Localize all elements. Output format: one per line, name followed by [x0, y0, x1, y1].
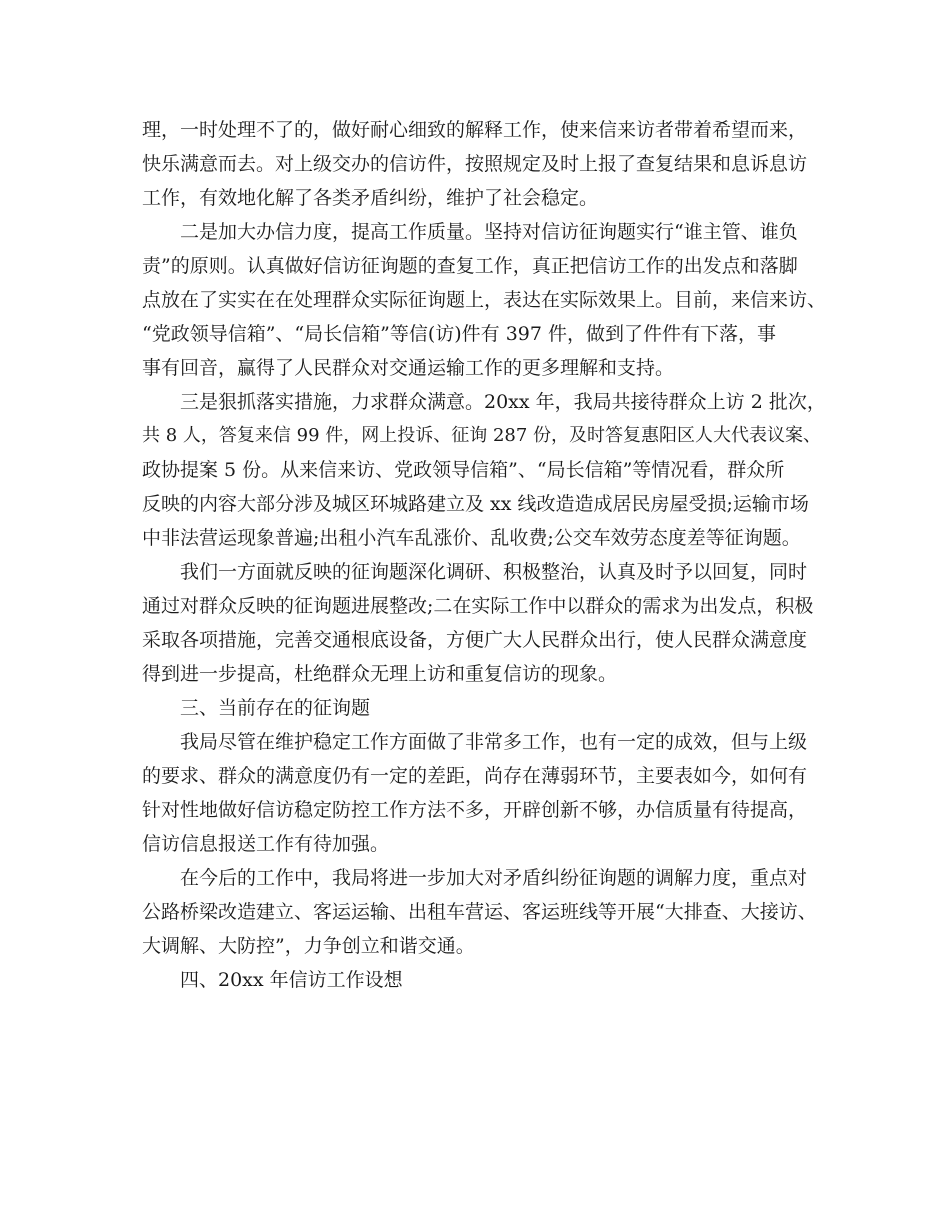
- text-line: 采取各项措施，完善交通根底设备，方便广大人民群众出行，使人民群众满意度: [142, 629, 808, 651]
- text-line: 通过对群众反映的征询题进展整改;二在实际工作中以群众的需求为出发点，积极: [142, 595, 814, 617]
- text-line: 反映的内容大部分涉及城区环城路建立及 xx 线改造造成居民房屋受损;运输市场: [142, 493, 809, 515]
- text-line: 快乐满意而去。对上级交办的信访件，按照规定及时上报了查复结果和息诉息访: [142, 153, 808, 175]
- text-line: 共 8 人，答复来信 99 件，网上投诉、征询 287 份，及时答复惠阳区人大代表议案、: [142, 425, 822, 446]
- text-line: 信访信息报送工作有待加强。: [142, 833, 390, 855]
- text-line: 中非法营运现象普遍;出租小汽车乱涨价、乱收费;公交车效劳态度差等征询题。: [142, 527, 801, 549]
- document-body: [142, 113, 827, 997]
- text-line: “党政领导信箱”、“局长信箱”等信(访)件有 397 件，做到了件件有下落，事: [142, 323, 777, 345]
- text-line: 点放在了实实在在处理群众实际征询题上，表达在实际效果上。目前，来信来访、: [142, 289, 827, 311]
- text-line: 事有回音，赢得了人民群众对交通运输工作的更多理解和支持。: [142, 357, 675, 379]
- text-line: 的要求、群众的满意度仍有一定的差距，尚存在薄弱环节，主要表如今，如何有: [142, 765, 808, 787]
- text-line: 得到进一步提高，杜绝群众无理上访和重复信访的现象。: [142, 663, 618, 685]
- text-line: 三是狠抓落实措施，力求群众满意。20xx 年，我局共接待群众上访 2 批次，: [180, 391, 826, 413]
- text-line: 我局尽管在维护稳定工作方面做了非常多工作，也有一定的成效，但与上级: [180, 731, 808, 753]
- text-line: 大调解、大防控”，力争创立和谐交通。: [142, 935, 475, 957]
- text-line: 工作，有效地化解了各类矛盾纠纷，维护了社会稳定。: [142, 187, 599, 209]
- text-line: 针对性地做好信访稳定防控工作方法不多，开辟创新不够，办信质量有待提高，: [142, 799, 808, 821]
- text-line: 理，一时处理不了的，做好耐心细致的解释工作，使来信来访者带着希望而来，: [142, 119, 808, 141]
- text-line: 三、当前存在的征询题: [180, 697, 371, 719]
- text-line: 责”的原则。认真做好信访征询题的查复工作，真正把信访工作的出发点和落脚: [142, 255, 798, 277]
- text-line: 在今后的工作中，我局将进一步加大对矛盾纠纷征询题的调解力度，重点对: [180, 867, 808, 889]
- text-line: 四、20xx 年信访工作设想: [180, 969, 403, 991]
- text-line: 政协提案 5 份。从来信来访、党政领导信箱”、“局长信箱”等情况看，群众所: [142, 459, 785, 481]
- text-line: 我们一方面就反映的征询题深化调研、积极整治，认真及时予以回复，同时: [180, 561, 808, 583]
- text-line: 二是加大办信力度，提高工作质量。坚持对信访征询题实行“谁主管、谁负: [180, 221, 798, 243]
- text-line: 公路桥梁改造建立、客运运输、出租车营运、客运班线等开展“大排查、大接访、: [142, 901, 817, 923]
